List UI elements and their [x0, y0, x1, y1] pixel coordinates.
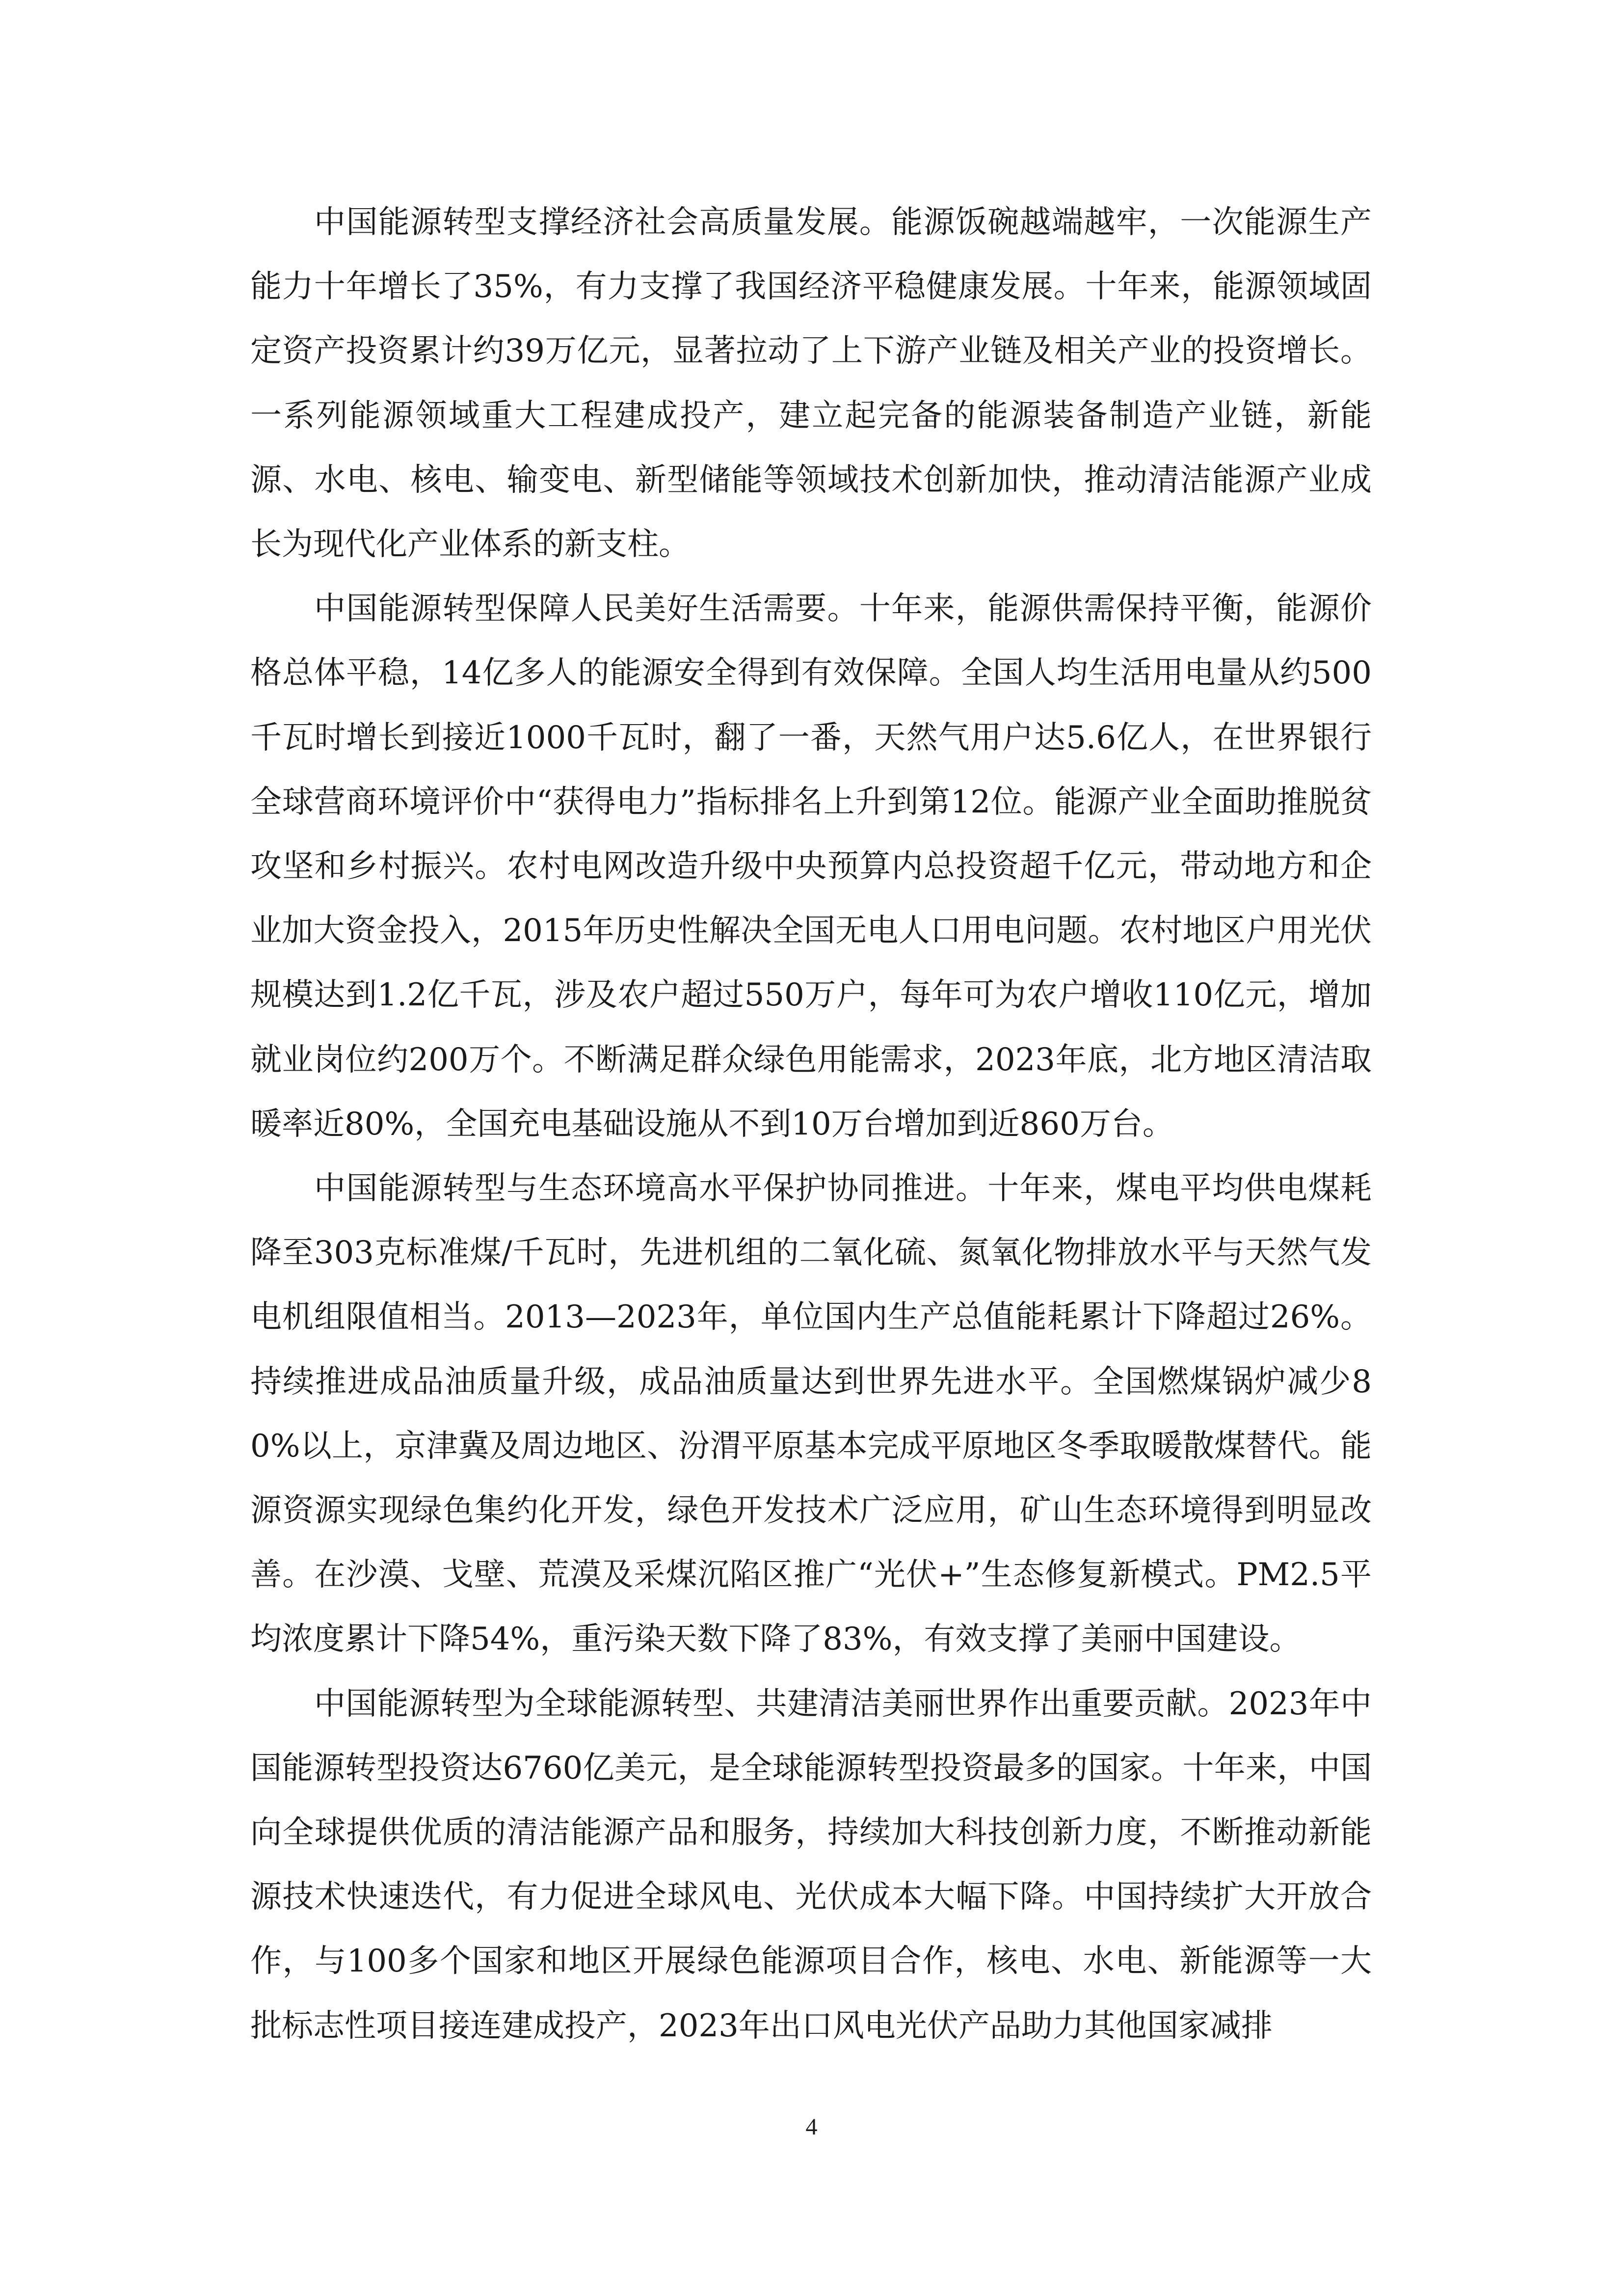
paragraph-people-livelihood: 中国能源转型保障人民美好生活需要。十年来，能源供需保持平衡，能源价格总体平稳，14亿多人的能源安全得到有效保障。全国人均生活用电量从约500千瓦时增长到接近1000千瓦时，翻了一番，天然气用户达5.6亿人，在世界银行全球营商环境评价中“获得电力”指标排名上升到第12位。能源产业全面助推脱贫攻坚和乡村振兴。农村电网改造升级中央预算内总投资超千亿元，带动地方和企业加大资金投入，2015年历史性解决全国无电人口用电问题。农村地区户用光伏规模达到1.2亿千瓦，涉及农户超过550万户，每年可为农户增收110亿元，增加就业岗位约200万个。不断满足群众绿色用能需求，2023年底，北方地区清洁取暖率近80%，全国充电基础设施从不到10万台增加到近860万台。 — [250, 591, 1372, 1142]
paragraph-economic-development: 中国能源转型支撑经济社会高质量发展。能源饭碗越端越牢，一次能源生产能力十年增长了35%，有力支撑了我国经济平稳健康发展。十年来，能源领域固定资产投资累计约39万亿元，显著拉动了上下游产业链及相关产业的投资增长。一系列能源领域重大工程建成投产，建立起完备的能源装备制造产业链，新能源、水电、核电、输变电、新型储能等领域技术创新加快，推动清洁能源产业成长为现代化产业体系的新支柱。 — [250, 204, 1372, 563]
paragraph-ecological-protection: 中国能源转型与生态环境高水平保护协同推进。十年来，煤电平均供电煤耗降至303克标准煤/千瓦时，先进机组的二氧化硫、氮氧化物排放水平与天然气发电机组限值相当。2013—2023年，单位国内生产总值能耗累计下降超过26%。持续推进成品油质量升级，成品油质量达到世界先进水平。全国燃煤锅炉减少80%以上，京津冀及周边地区、汾渭平原基本完成平原地区冬季取暖散煤替代。能源资源实现绿色集约化开发，绿色开发技术广泛应用，矿山生态环境得到明显改善。在沙漠、戈壁、荒漠及采煤沉陷区推广“光伏+”生态修复新模式。PM2.5平均浓度累计下降54%，重污染天数下降了83%，有效支撑了美丽中国建设。 — [250, 1170, 1372, 1658]
page-number: 4 — [805, 2114, 818, 2140]
body-text — [250, 190, 1372, 2058]
paragraph-global-contribution: 中国能源转型为全球能源转型、共建清洁美丽世界作出重要贡献。2023年中国能源转型投资达6760亿美元，是全球能源转型投资最多的国家。十年来，中国向全球提供优质的清洁能源产品和服务，持续加大科技创新力度，不断推动新能源技术快速迭代，有力促进全球风电、光伏成本大幅下降。中国持续扩大开放合作，与100多个国家和地区开展绿色能源项目合作，核电、水电、新能源等一大批标志性项目接连建成投产，2023年出口风电光伏产品助力其他国家减排 — [250, 1685, 1372, 2044]
